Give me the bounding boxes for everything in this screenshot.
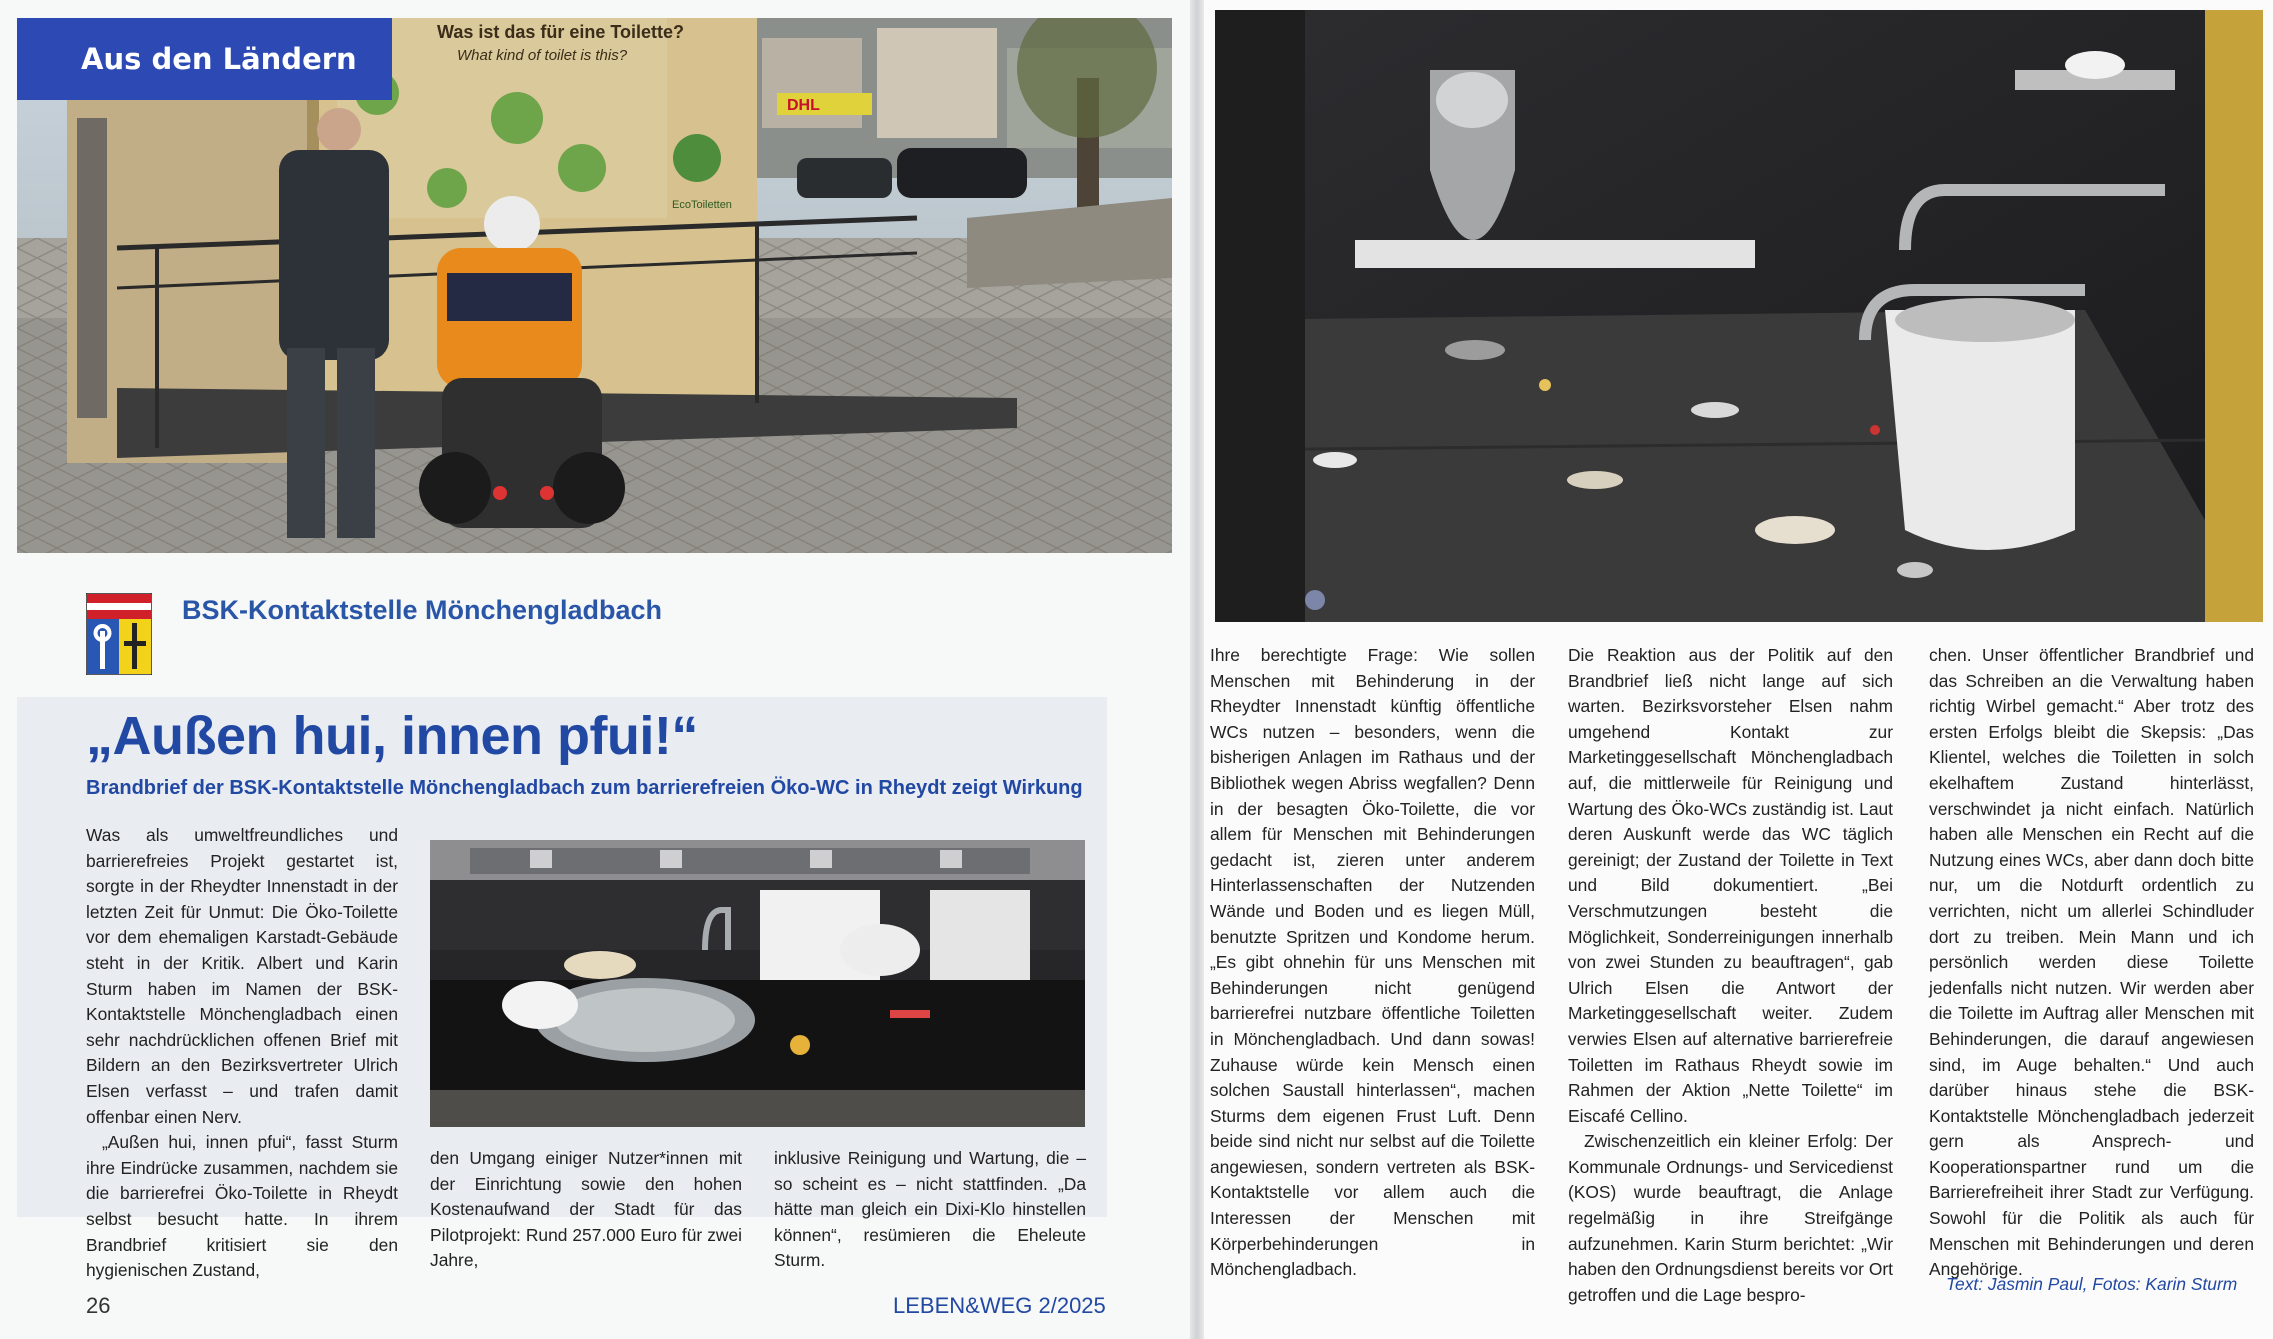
dhl-sign: DHL — [787, 97, 820, 114]
paragraph: chen. Unser öffentlicher Brandbrief und das Schreiben an die Verwaltung haben richtig Wirbel gemacht.“ Aber trotz des ersten Erfolgs bleibt die Skepsis: „Das Klientel, welches die Toiletten in solch ekelhaftem Zustand hinterlässt, verschwindet ja nicht einfach. Natürlich haben alle Menschen ein Recht auf die Nutzung eines WCs, aber dann doch bitte nur, um die Notdurft ordentlich zu verrichten, nicht um allerlei Schindluder dort zu treiben. Mein Mann und ich persönlich werden diese Toilette jedenfalls nicht nutzen. Wir werden aber die Toilette im Auftrag aller Menschen mit Behinderungen, die darauf angewiesen sind, im Auge behalten.“ Und auch darüber hinaus stehe die BSK-Kontaktstelle Mönchengladbach jederzeit gern als Ansprech- und Kooperationspartner rund um die Barrierefreiheit ihrer Stadt zur Verfügung. Sowohl für die Politik als auch für Menschen mit Behinderungen und deren Angehörige. — [1929, 645, 2254, 1280]
headline: „Außen hui, innen pfui!“ — [86, 706, 698, 766]
column-1 — [86, 823, 398, 1284]
sign-title-en: What kind of toilet is this? — [457, 47, 628, 64]
paragraph: den Umgang einiger Nutzer*innen mit der Einrichtung sowie den hohen Kostenaufwand der Stadt für das Pilotprojekt: Rund 257.000 Euro für zwei Jahre, — [430, 1148, 742, 1271]
paragraph: „Außen hui, innen pfui“, fasst Sturm ihre Eindrücke zusammen, nachdem sie die barrierefrei Öko-Toilette in Rheydt selbst besucht hatte. In ihrem Brandbrief kritisiert sie den hygienischen Zustand, — [86, 1132, 398, 1281]
section-header — [86, 593, 1086, 675]
sign-title-de: Was ist das für eine Toilette? — [437, 22, 685, 42]
column-5 — [1568, 643, 1893, 1308]
page-number: 26 — [86, 1293, 111, 1318]
photo-credit: Text: Jasmin Paul, Fotos: Karin Sturm — [1946, 1274, 2238, 1294]
magazine-issue: LEBEN&WEG 2/2025 — [893, 1293, 1106, 1318]
column-3 — [774, 1146, 1086, 1274]
bsk-coat-of-arms-icon — [86, 593, 152, 675]
column-2 — [430, 1146, 742, 1274]
photo-toilet-interior — [1215, 10, 2263, 622]
section-title: BSK-Kontaktstelle Mönchengladbach — [182, 595, 663, 625]
paragraph: Ihre berechtigte Frage: Wie sollen Menschen mit Behinderung in der Rheydter Innenstadt künftig öffentliche WCs nutzen – besonders, wenn die bisherigen Anlagen im Rathaus und der Bibliothek wegen Abriss wegfallen? Denn in der besagten Öko-Toilette, die vor allem für Menschen mit Behinderungen gedacht ist, zieren unter anderem Hinterlassenschaften der Nutzenden Wände und Boden und es liegen Müll, benutzte Spritzen und Kondome herum. „Es gibt ohnehin für uns Menschen mit Behinderungen nicht genügend barrierefrei nutzbare öffentliche Toiletten in Mönchengladbach. Und dann sowas! Zuhause würde kein Mensch einen solchen Saustall hinterlassen“, machen Sturms dem eigenen Frust Luft. Denn beide sind nicht nur selbst auf die Toilette angewiesen, sondern vertreten als BSK-Kontaktstelle vor allem auch die Interessen der Menschen mit Körperbehinderungen in Mönchengladbach. — [1210, 645, 1535, 1280]
column-4 — [1210, 643, 1535, 1283]
region-tag: Aus den Ländern — [17, 18, 392, 100]
paragraph: inklusive Reinigung und Wartung, die – so scheint es – nicht stattfinden. „Da hätte man gleich ein Dixi-Klo hinstellen können“, resümieren die Eheleute Sturm. — [774, 1148, 1086, 1271]
photo-dirty-sink — [430, 840, 1085, 1127]
paragraph: Was als umweltfreundliches und barrierefreies Projekt gestartet ist, sorgte in der Rheydter Innenstadt in der letzten Zeit für Unmut: Die Öko-Toilette vor dem ehemaligen Karstadt-Gebäude steht in der Kritik. Albert und Karin Sturm haben im Namen der BSK-Kontaktstelle Mönchengladbach einen sehr nachdrücklichen offenen Brief mit Bildern an den Bezirksvertreter Ulrich Elsen verfasst – und trafen damit offenbar einen Nerv. — [86, 825, 398, 1127]
sign-brand: EcoToiletten — [672, 199, 732, 211]
paragraph: Zwischenzeitlich ein kleiner Erfolg: Der Kommunale Ordnungs- und Servicedienst (KOS) wurde beauftragt, die Anlage regelmäßig in ihre Streifgänge aufzunehmen. Karin Sturm berichtet: „Wir haben den Ordnungsdienst bereits vor Ort getroffen und die Lage bespro- — [1568, 1131, 1893, 1305]
column-6 — [1929, 643, 2254, 1283]
page-gutter — [1190, 0, 1204, 1339]
paragraph: Die Reaktion aus der Politik auf den Brandbrief ließ nicht lange auf sich warten. Bezirksvorsteher Elsen nahm umgehend Kontakt zur Marketinggesellschaft Mönchengladbach auf, die mittlerweile für Reinigung und Wartung des Öko-WCs zuständig ist. Laut deren Auskunft werde das WC täglich gereinigt; der Zustand der Toilette in Text und Bild dokumentiert. „Bei Verschmutzungen besteht die Möglichkeit, Sonderreinigungen innerhalb von zwei Stunden zu beauftragen“, gab Ulrich Elsen die Antwort der Marketinggesellschaft weiter. Zudem verwies Elsen auf alternative barrierefreie Toiletten im Rathaus Rheydt sowie im Rahmen der Aktion „Nette Toilette“ im Eiscafé Cellino. — [1568, 645, 1893, 1126]
subheadline: Brandbrief der BSK-Kontaktstelle Mönchengladbach zum barrierefreien Öko-WC in Rheydt zeigt Wirkung — [86, 777, 1083, 799]
